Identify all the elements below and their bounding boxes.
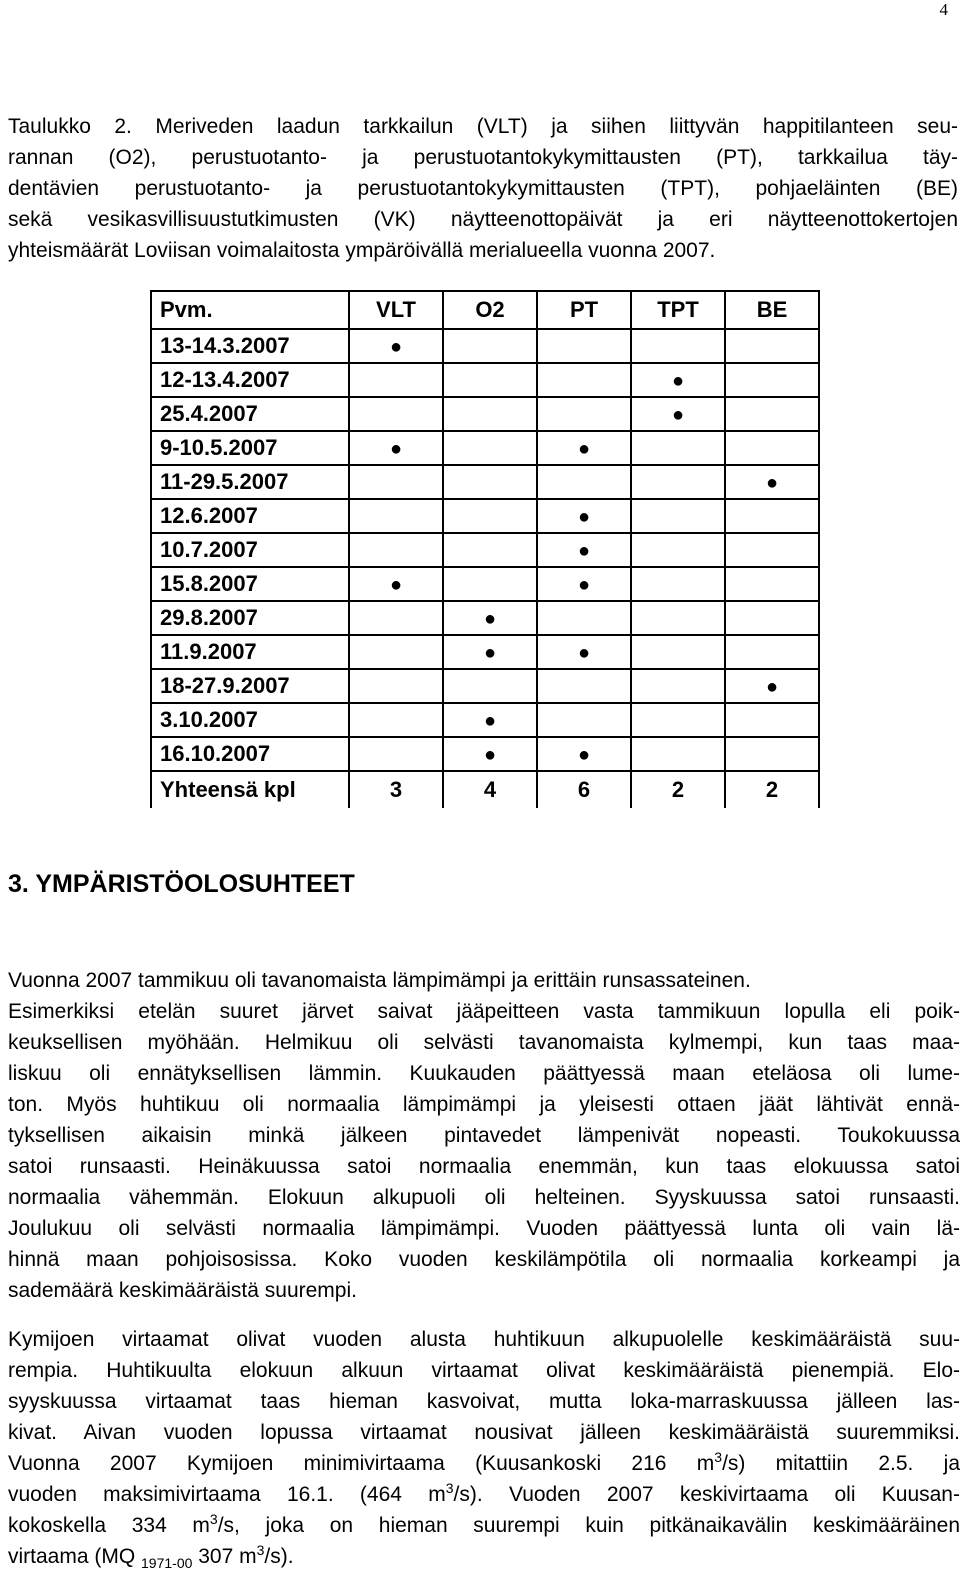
paragraph-line: kivat. Aivan vuoden lopussa virtaamat nousivat jälleen keskimääräistä suuremmiksi. — [8, 1421, 960, 1444]
cell-be — [725, 601, 819, 635]
cell-tpt — [631, 567, 725, 601]
cell-o2 — [443, 397, 537, 431]
cell-tpt — [631, 431, 725, 465]
totals-row — [151, 771, 819, 808]
caption-line: dentävien perustuotanto- ja perustuotantokykymittausten (TPT), pohjaeläinten (BE) — [8, 177, 958, 200]
text-fragment: Vuonna 2007 Kymijoen minimivirtaama (Kuusankoski 216 m — [8, 1452, 715, 1475]
cell-date: 25.4.2007 — [151, 397, 349, 431]
superscript: 3 — [445, 1480, 454, 1496]
sample-dot-icon: ● — [483, 744, 497, 766]
cell-pt — [537, 533, 631, 567]
header-tpt: TPT — [631, 291, 725, 329]
text-fragment: /s) mitattiin 2.5. ja — [722, 1452, 960, 1475]
cell-pt — [537, 635, 631, 669]
paragraph-line: satoi runsaasti. Heinäkuussa satoi normaalia enemmän, kun taas elokuussa satoi — [8, 1155, 960, 1178]
cell-pt — [537, 499, 631, 533]
cell-vlt — [349, 703, 443, 737]
text-fragment: vuoden maksimivirtaama 16.1. (464 m — [8, 1483, 446, 1506]
sampling-table — [150, 290, 820, 808]
cell-tpt — [631, 397, 725, 431]
cell-tpt — [631, 635, 725, 669]
section-heading: 3. YMPÄRISTÖOLOSUHTEET — [8, 870, 355, 898]
cell-pt — [537, 329, 631, 363]
header-vlt: VLT — [349, 291, 443, 329]
paragraph-line — [8, 1479, 960, 1510]
cell-be — [725, 635, 819, 669]
sample-dot-icon: ● — [577, 744, 591, 766]
caption-line: sekä vesikasvillisuustutkimusten (VK) näytteenottopäivät ja eri näytteenottokertojen — [8, 208, 958, 231]
cell-date: 18-27.9.2007 — [151, 669, 349, 703]
sample-dot-icon: ● — [671, 370, 685, 392]
sample-dot-icon: ● — [483, 608, 497, 630]
cell-tpt — [631, 329, 725, 363]
sample-dot-icon: ● — [577, 438, 591, 460]
cell-o2 — [443, 669, 537, 703]
cell-date: 12.6.2007 — [151, 499, 349, 533]
cell-date: 12-13.4.2007 — [151, 363, 349, 397]
table-row — [151, 499, 819, 533]
cell-tpt — [631, 669, 725, 703]
paragraph-line: liskuu oli ennätyksellisen lämmin. Kuukauden päättyessä maan eteläosa oli lume- — [8, 1062, 960, 1085]
header-pt: PT — [537, 291, 631, 329]
cell-be — [725, 465, 819, 499]
cell-be — [725, 533, 819, 567]
cell-tpt — [631, 499, 725, 533]
paragraph-line: hinnä maan pohjoisosissa. Koko vuoden keskilämpötila oli normaalia korkeampi ja — [8, 1248, 960, 1271]
cell-pt — [537, 397, 631, 431]
totals-label: Yhteensä kpl — [151, 771, 349, 808]
cell-date: 10.7.2007 — [151, 533, 349, 567]
cell-tpt — [631, 363, 725, 397]
table-row — [151, 329, 819, 363]
paragraph-line: Kymijoen virtaamat olivat vuoden alusta huhtikuun alkupuolelle keskimääräistä suu- — [8, 1328, 960, 1351]
sample-dot-icon: ● — [765, 676, 779, 698]
total-vlt: 3 — [349, 771, 443, 808]
cell-vlt — [349, 363, 443, 397]
caption-line: Taulukko 2. Meriveden laadun tarkkailun (VLT) ja siihen liittyvän happitilanteen seu- — [8, 115, 958, 138]
table-row — [151, 567, 819, 601]
cell-date: 15.8.2007 — [151, 567, 349, 601]
table-row — [151, 703, 819, 737]
text-fragment: /s). — [264, 1545, 294, 1568]
cell-be — [725, 737, 819, 771]
cell-be — [725, 431, 819, 465]
cell-o2 — [443, 635, 537, 669]
cell-be — [725, 329, 819, 363]
cell-o2 — [443, 567, 537, 601]
cell-pt — [537, 431, 631, 465]
sample-dot-icon: ● — [483, 642, 497, 664]
table-row — [151, 669, 819, 703]
table-caption — [8, 111, 958, 266]
cell-vlt — [349, 533, 443, 567]
paragraph-weather — [8, 965, 960, 1306]
cell-pt — [537, 669, 631, 703]
paragraph-line: sademäärä keskimääräistä suurempi. — [8, 1279, 357, 1302]
cell-pt — [537, 363, 631, 397]
cell-o2 — [443, 329, 537, 363]
cell-be — [725, 397, 819, 431]
sample-dot-icon: ● — [389, 336, 403, 358]
cell-tpt — [631, 737, 725, 771]
page-number: 4 — [939, 0, 948, 19]
cell-vlt — [349, 567, 443, 601]
total-o2: 4 — [443, 771, 537, 808]
cell-be — [725, 499, 819, 533]
cell-vlt — [349, 465, 443, 499]
text-fragment: /s). Vuoden 2007 keskivirtaama oli Kuusan- — [453, 1483, 960, 1506]
paragraph-line: normaalia vähemmän. Elokuun alkupuoli oli helteinen. Syyskuussa satoi runsaasti. — [8, 1186, 960, 1209]
table-row — [151, 737, 819, 771]
superscript: 3 — [209, 1511, 218, 1527]
text-fragment: /s, joka on hieman suurempi kuin pitkänaikavälin keskimääräinen — [217, 1514, 960, 1537]
paragraph-line — [8, 1448, 960, 1479]
sample-dot-icon: ● — [389, 574, 403, 596]
paragraph-line: Esimerkiksi etelän suuret järvet saivat jääpeitteen vasta tammikuun lopulla eli poik- — [8, 1000, 960, 1023]
caption-line: rannan (O2), perustuotanto- ja perustuotantokykymittausten (PT), tarkkailua täy- — [8, 146, 958, 169]
cell-o2 — [443, 363, 537, 397]
paragraph-line: keuksellisen myöhään. Helmikuu oli selvästi tavanomaista kylmempi, kun taas maa- — [8, 1031, 960, 1054]
cell-be — [725, 703, 819, 737]
text-fragment: kokoskella 334 m — [8, 1514, 210, 1537]
cell-pt — [537, 601, 631, 635]
cell-tpt — [631, 533, 725, 567]
header-date: Pvm. — [151, 291, 349, 329]
sample-dot-icon: ● — [577, 574, 591, 596]
cell-o2 — [443, 737, 537, 771]
cell-pt — [537, 465, 631, 499]
superscript: 3 — [256, 1542, 265, 1558]
cell-o2 — [443, 499, 537, 533]
cell-vlt — [349, 669, 443, 703]
paragraph-line: Joulukuu oli selvästi normaalia lämpimämpi. Vuoden päättyessä lunta oli vain lä- — [8, 1217, 960, 1240]
superscript: 3 — [714, 1449, 723, 1465]
sample-dot-icon: ● — [577, 642, 591, 664]
table-row — [151, 363, 819, 397]
header-o2: O2 — [443, 291, 537, 329]
total-pt: 6 — [537, 771, 631, 808]
sample-dot-icon: ● — [389, 438, 403, 460]
cell-pt — [537, 567, 631, 601]
cell-date: 3.10.2007 — [151, 703, 349, 737]
cell-date: 11.9.2007 — [151, 635, 349, 669]
cell-date: 9-10.5.2007 — [151, 431, 349, 465]
table-row — [151, 465, 819, 499]
paragraph-line: Vuonna 2007 tammikuu oli tavanomaista lämpimämpi ja erittäin runsassateinen. — [8, 969, 751, 992]
cell-be — [725, 567, 819, 601]
cell-o2 — [443, 431, 537, 465]
cell-o2 — [443, 533, 537, 567]
paragraph-line: ton. Myös huhtikuu oli normaalia lämpimämpi ja yleisesti ottaen jäät lähtivät ennä- — [8, 1093, 960, 1116]
cell-vlt — [349, 499, 443, 533]
cell-date: 11-29.5.2007 — [151, 465, 349, 499]
table-row — [151, 601, 819, 635]
sample-dot-icon: ● — [671, 404, 685, 426]
cell-pt — [537, 737, 631, 771]
cell-vlt — [349, 737, 443, 771]
sample-dot-icon: ● — [765, 472, 779, 494]
cell-o2 — [443, 601, 537, 635]
cell-be — [725, 363, 819, 397]
paragraph-line: syyskuussa virtaamat taas hieman kasvoivat, mutta loka-marraskuussa jälleen las- — [8, 1390, 960, 1413]
subscript: 1971-00 — [141, 1555, 193, 1572]
cell-tpt — [631, 601, 725, 635]
table-row — [151, 397, 819, 431]
cell-vlt — [349, 329, 443, 363]
paragraph-line — [8, 1510, 960, 1541]
cell-vlt — [349, 431, 443, 465]
table-header-row — [151, 291, 819, 329]
cell-o2 — [443, 703, 537, 737]
paragraph-line: rempia. Huhtikuulta elokuun alkuun virtaamat olivat keskimääräistä pienempiä. Elo- — [8, 1359, 960, 1382]
table-row — [151, 533, 819, 567]
sample-dot-icon: ● — [577, 540, 591, 562]
paragraph-line — [8, 1541, 960, 1572]
cell-vlt — [349, 635, 443, 669]
text-fragment: virtaama (MQ — [8, 1545, 142, 1568]
paragraph-river-flow — [8, 1324, 960, 1572]
total-be: 2 — [725, 771, 819, 808]
cell-tpt — [631, 465, 725, 499]
sample-dot-icon: ● — [577, 506, 591, 528]
table-row — [151, 635, 819, 669]
paragraph-line: tyksellisen aikaisin minkä jälkeen pintavedet lämpenivät nopeasti. Toukokuussa — [8, 1124, 960, 1147]
cell-date: 16.10.2007 — [151, 737, 349, 771]
cell-be — [725, 669, 819, 703]
cell-o2 — [443, 465, 537, 499]
total-tpt: 2 — [631, 771, 725, 808]
cell-tpt — [631, 703, 725, 737]
caption-line: yhteismäärät Loviisan voimalaitosta ympäröivällä merialueella vuonna 2007. — [8, 239, 716, 262]
cell-vlt — [349, 397, 443, 431]
cell-pt — [537, 703, 631, 737]
text-fragment: 307 m — [192, 1545, 257, 1568]
cell-vlt — [349, 601, 443, 635]
table-row — [151, 431, 819, 465]
cell-date: 29.8.2007 — [151, 601, 349, 635]
cell-date: 13-14.3.2007 — [151, 329, 349, 363]
sample-dot-icon: ● — [483, 710, 497, 732]
header-be: BE — [725, 291, 819, 329]
